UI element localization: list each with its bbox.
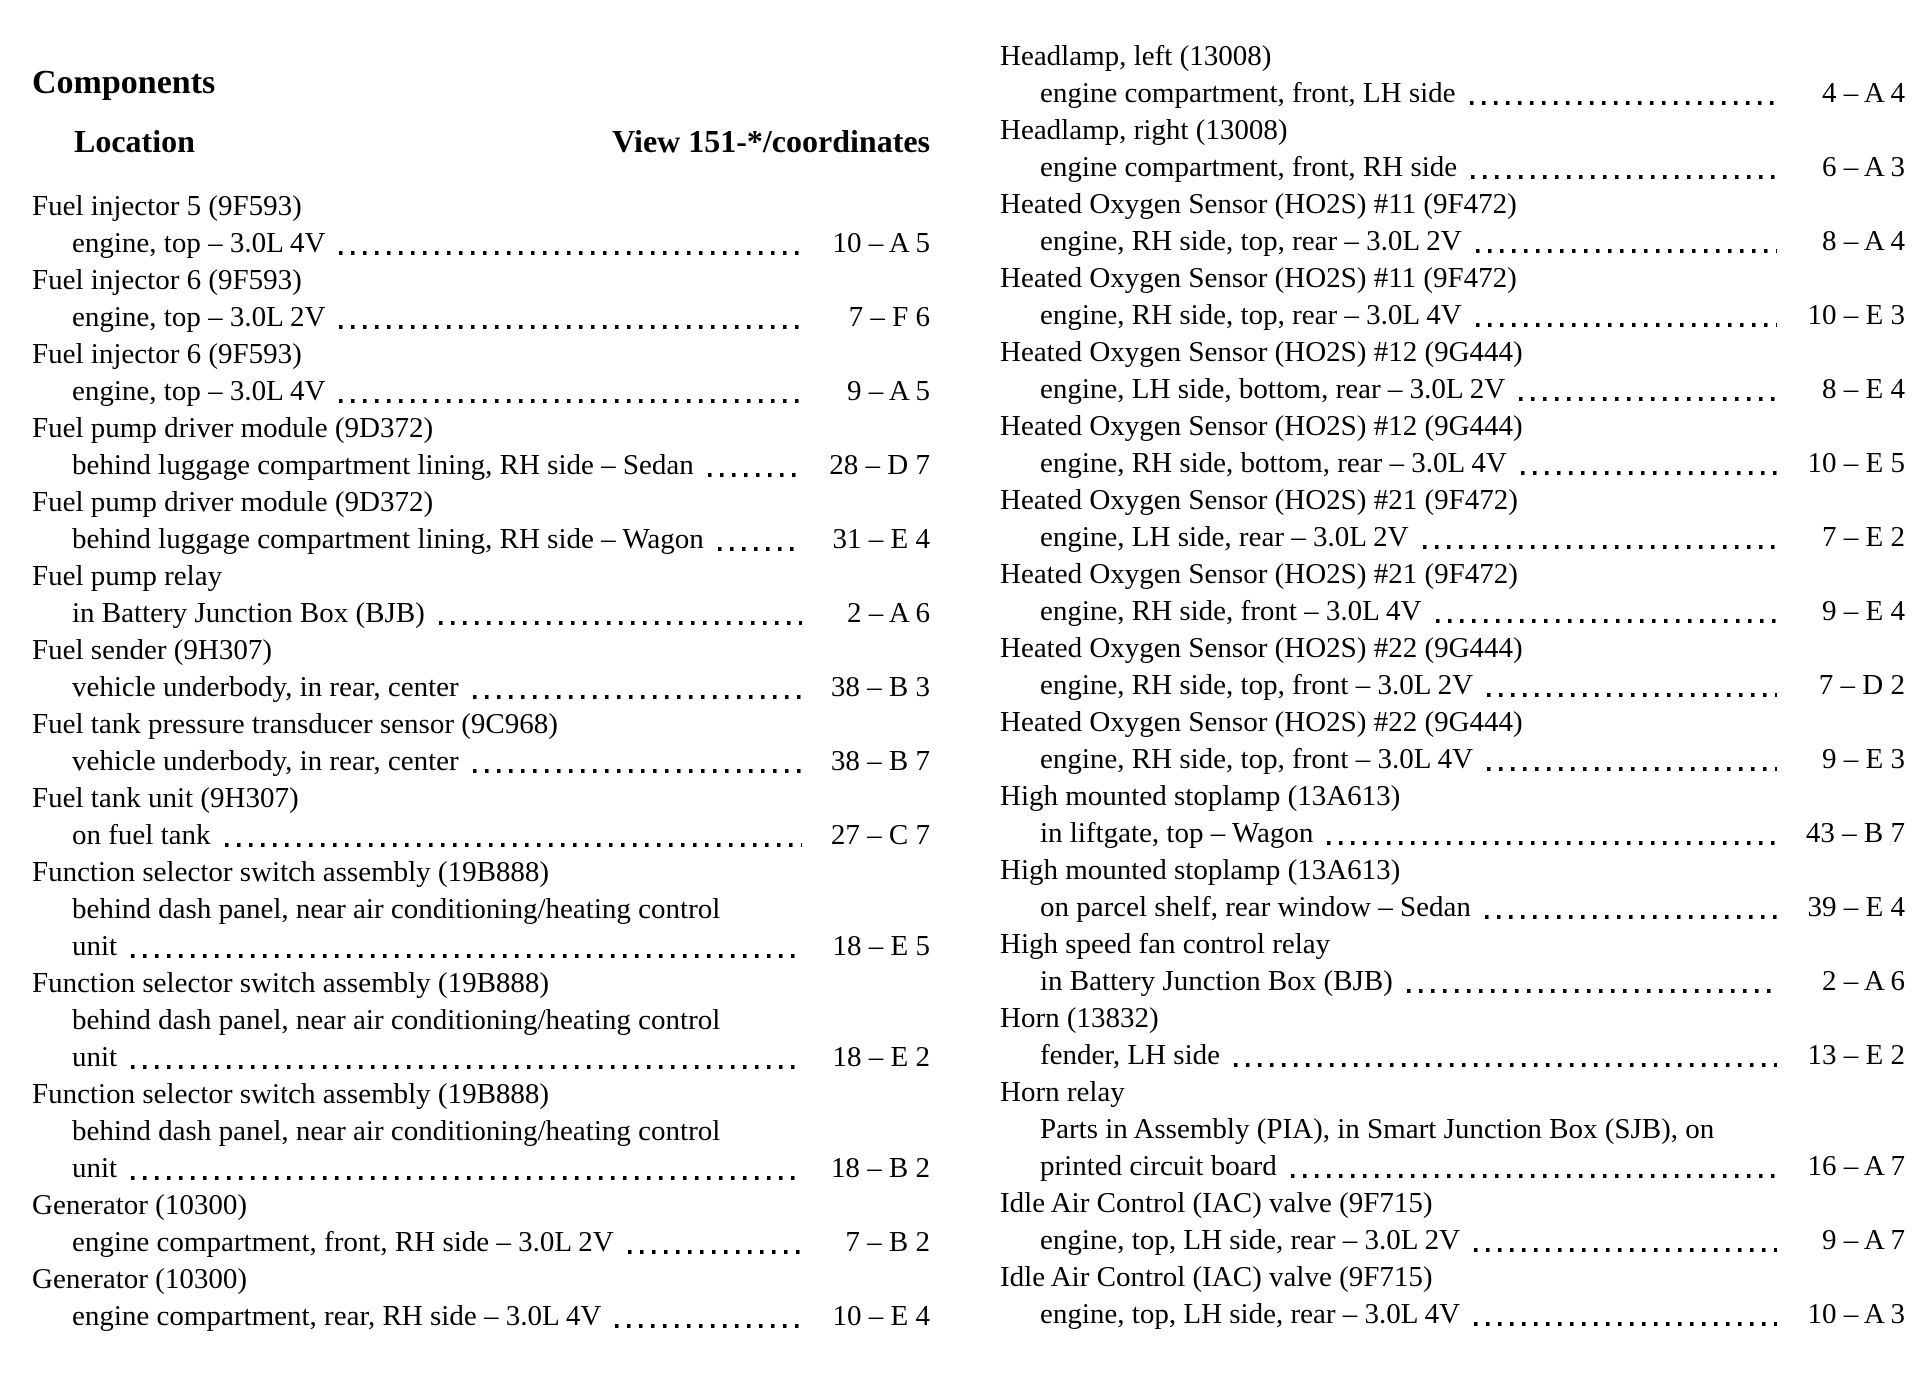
location-text: behind luggage compartment lining, RH side – Wagon	[72, 523, 704, 555]
component-entry	[1000, 1185, 1905, 1259]
component-name: Function selector switch assembly (19B888)	[32, 856, 550, 888]
location-text: behind luggage compartment lining, RH side – Sedan	[72, 449, 694, 481]
location-text: behind dash panel, near air conditioning/heating control	[72, 893, 721, 925]
location-line	[1000, 815, 1905, 852]
location-line	[32, 521, 930, 558]
location-line	[32, 595, 930, 632]
location-text: engine, RH side, bottom, rear – 3.0L 4V	[1040, 447, 1507, 479]
dot-leader	[339, 325, 802, 329]
location-line	[32, 1150, 930, 1187]
dot-leader	[1521, 471, 1777, 475]
location-lines	[1000, 445, 1905, 482]
component-name: Function selector switch assembly (19B888)	[32, 1078, 550, 1110]
dot-leader	[131, 1176, 802, 1180]
dot-leader	[1519, 397, 1777, 401]
dot-leader	[1487, 767, 1777, 771]
location-lines	[32, 669, 930, 706]
location-lines	[32, 1002, 930, 1076]
location-text: engine, LH side, bottom, rear – 3.0L 2V	[1040, 373, 1506, 405]
component-entry	[1000, 704, 1905, 778]
dot-leader	[1474, 1248, 1777, 1252]
location-lines	[32, 743, 930, 780]
location-line	[1000, 741, 1905, 778]
component-entry	[1000, 112, 1905, 186]
coordinate-value: 18 – E 5	[832, 930, 930, 962]
coordinate-value: 2 – A 6	[847, 597, 930, 629]
component-name: Heated Oxygen Sensor (HO2S) #22 (9G444)	[1000, 632, 1523, 664]
component-name: Horn (13832)	[1000, 1002, 1159, 1034]
component-entry	[32, 706, 930, 780]
location-text: in Battery Junction Box (BJB)	[1040, 965, 1393, 997]
coordinate-value: 7 – F 6	[848, 301, 930, 333]
component-entry	[32, 188, 930, 262]
component-entry	[32, 1076, 930, 1187]
component-name: Heated Oxygen Sensor (HO2S) #21 (9F472)	[1000, 558, 1518, 590]
location-line	[32, 1002, 930, 1039]
dot-leader	[131, 954, 802, 958]
location-line	[32, 1039, 930, 1076]
dot-leader	[1474, 1322, 1777, 1326]
location-lines	[1000, 889, 1905, 926]
component-entry	[1000, 260, 1905, 334]
location-lines	[1000, 963, 1905, 1000]
location-line	[1000, 889, 1905, 926]
location-lines	[32, 1224, 930, 1261]
coordinate-value: 13 – E 2	[1807, 1039, 1905, 1071]
location-text: fender, LH side	[1040, 1039, 1221, 1071]
component-name: Fuel injector 5 (9F593)	[32, 190, 302, 222]
coordinate-value: 10 – E 5	[1807, 447, 1905, 479]
location-line	[1000, 667, 1905, 704]
dot-leader	[339, 251, 802, 255]
coordinate-value: 18 – B 2	[830, 1152, 930, 1184]
location-line	[1000, 1148, 1905, 1185]
component-entry	[1000, 556, 1905, 630]
location-line	[32, 817, 930, 854]
left-entries-list	[32, 188, 930, 1335]
component-name: Heated Oxygen Sensor (HO2S) #21 (9F472)	[1000, 484, 1518, 516]
location-text: engine, RH side, front – 3.0L 4V	[1040, 595, 1422, 627]
dot-leader	[131, 1065, 802, 1069]
location-text: engine, RH side, top, front – 3.0L 4V	[1040, 743, 1474, 775]
component-entry	[32, 965, 930, 1076]
component-entry	[1000, 852, 1905, 926]
coordinate-value: 38 – B 7	[830, 745, 930, 777]
location-line	[1000, 1296, 1905, 1333]
dot-leader	[1476, 249, 1777, 253]
location-text: behind dash panel, near air conditioning/heating control	[72, 1004, 721, 1036]
coordinate-value: 10 – E 3	[1807, 299, 1905, 331]
component-name: Fuel injector 6 (9F593)	[32, 338, 302, 370]
location-line	[1000, 1222, 1905, 1259]
coordinate-value: 18 – E 2	[832, 1041, 930, 1073]
location-text: engine, LH side, rear – 3.0L 2V	[1040, 521, 1409, 553]
dot-leader	[1423, 545, 1777, 549]
location-lines	[32, 447, 930, 484]
dot-leader	[1327, 841, 1777, 845]
component-name: Fuel injector 6 (9F593)	[32, 264, 302, 296]
location-text: on parcel shelf, rear window – Sedan	[1040, 891, 1471, 923]
location-line	[32, 891, 930, 928]
location-text: engine, RH side, top, rear – 3.0L 2V	[1040, 225, 1462, 257]
location-line	[32, 299, 930, 336]
component-name: Horn relay	[1000, 1076, 1125, 1108]
component-name: Generator (10300)	[32, 1189, 247, 1221]
location-line	[32, 447, 930, 484]
component-name: High mounted stoplamp (13A613)	[1000, 854, 1401, 886]
component-name: High speed fan control relay	[1000, 928, 1331, 960]
view-coordinates-header: View 151-*/coordinates	[612, 123, 930, 159]
right-column	[1000, 38, 1905, 1333]
component-name: Heated Oxygen Sensor (HO2S) #12 (9G444)	[1000, 410, 1523, 442]
component-name: Fuel pump driver module (9D372)	[32, 412, 434, 444]
component-name: Headlamp, right (13008)	[1000, 114, 1288, 146]
coordinate-value: 6 – A 3	[1822, 151, 1905, 183]
location-lines	[32, 817, 930, 854]
location-text: unit	[72, 930, 118, 962]
component-entry	[1000, 334, 1905, 408]
location-text: unit	[72, 1152, 118, 1184]
component-name: Headlamp, left (13008)	[1000, 40, 1272, 72]
left-column	[32, 62, 930, 1335]
location-lines	[32, 1298, 930, 1335]
dot-leader	[615, 1324, 802, 1328]
coordinate-value: 31 – E 4	[832, 523, 930, 555]
coordinate-value: 10 – A 3	[1807, 1298, 1905, 1330]
coordinate-value: 43 – B 7	[1805, 817, 1905, 849]
component-entry	[32, 336, 930, 410]
location-lines	[32, 225, 930, 262]
location-line	[32, 928, 930, 965]
location-line	[32, 743, 930, 780]
location-lines	[32, 521, 930, 558]
coordinate-value: 39 – E 4	[1807, 891, 1905, 923]
location-lines	[1000, 1111, 1905, 1185]
location-lines	[1000, 741, 1905, 778]
location-lines	[1000, 75, 1905, 112]
component-entry	[1000, 38, 1905, 112]
location-line	[32, 1113, 930, 1150]
coordinate-value: 28 – D 7	[829, 449, 930, 481]
location-line	[32, 373, 930, 410]
coordinate-value: 38 – B 3	[830, 671, 930, 703]
page-title: Components	[32, 64, 216, 101]
dot-leader	[473, 695, 802, 699]
coordinate-value: 8 – E 4	[1822, 373, 1905, 405]
location-lines	[32, 1113, 930, 1187]
location-text: in Battery Junction Box (BJB)	[72, 597, 425, 629]
component-entry	[32, 1187, 930, 1261]
component-name: Idle Air Control (IAC) valve (9F715)	[1000, 1187, 1433, 1219]
component-name: Heated Oxygen Sensor (HO2S) #11 (9F472)	[1000, 262, 1517, 294]
column-headers	[32, 120, 930, 162]
dot-leader	[708, 473, 802, 477]
location-lines	[1000, 1222, 1905, 1259]
component-entry	[32, 558, 930, 632]
component-entry	[1000, 926, 1905, 1000]
location-line	[1000, 519, 1905, 556]
component-entry	[32, 780, 930, 854]
component-entry	[1000, 186, 1905, 260]
dot-leader	[718, 547, 802, 551]
dot-leader	[339, 399, 802, 403]
dot-leader	[1291, 1174, 1777, 1178]
coordinate-value: 9 – A 5	[847, 375, 930, 407]
coordinate-value: 9 – A 7	[1822, 1224, 1905, 1256]
component-name: High mounted stoplamp (13A613)	[1000, 780, 1401, 812]
component-entry	[1000, 630, 1905, 704]
location-lines	[1000, 593, 1905, 630]
component-name: Fuel pump driver module (9D372)	[32, 486, 434, 518]
coordinate-value: 9 – E 3	[1822, 743, 1905, 775]
coordinate-value: 7 – E 2	[1822, 521, 1905, 553]
location-lines	[1000, 1296, 1905, 1333]
component-name: Function selector switch assembly (19B888)	[32, 967, 550, 999]
location-lines	[1000, 1037, 1905, 1074]
location-text: engine, top – 3.0L 2V	[72, 301, 326, 333]
location-text: engine, top, LH side, rear – 3.0L 2V	[1040, 1224, 1461, 1256]
location-text: unit	[72, 1041, 118, 1073]
location-line	[32, 1298, 930, 1335]
component-entry	[1000, 1259, 1905, 1333]
component-name: Fuel sender (9H307)	[32, 634, 273, 666]
right-entries-list	[1000, 38, 1905, 1333]
location-lines	[1000, 371, 1905, 408]
location-text: engine, top, LH side, rear – 3.0L 4V	[1040, 1298, 1461, 1330]
coordinate-value: 2 – A 6	[1822, 965, 1905, 997]
component-entry	[1000, 408, 1905, 482]
coordinate-value: 7 – B 2	[845, 1226, 930, 1258]
coordinate-value: 8 – A 4	[1822, 225, 1905, 257]
location-lines	[1000, 667, 1905, 704]
location-line	[1000, 371, 1905, 408]
location-text: vehicle underbody, in rear, center	[72, 745, 459, 777]
dot-leader	[473, 769, 802, 773]
location-line	[1000, 223, 1905, 260]
coordinate-value: 10 – A 5	[832, 227, 930, 259]
component-entry	[1000, 482, 1905, 556]
coordinate-value: 4 – A 4	[1822, 77, 1905, 109]
location-text: engine compartment, front, RH side – 3.0L 2V	[72, 1226, 614, 1258]
component-name: Fuel tank pressure transducer sensor (9C968)	[32, 708, 558, 740]
location-line	[1000, 593, 1905, 630]
location-line	[32, 669, 930, 706]
location-text: on fuel tank	[72, 819, 211, 851]
component-name: Heated Oxygen Sensor (HO2S) #11 (9F472)	[1000, 188, 1517, 220]
component-name: Heated Oxygen Sensor (HO2S) #12 (9G444)	[1000, 336, 1523, 368]
dot-leader	[1476, 323, 1777, 327]
location-line	[1000, 1037, 1905, 1074]
location-text: engine compartment, front, RH side	[1040, 151, 1458, 183]
location-text: engine compartment, rear, RH side – 3.0L 4V	[72, 1300, 602, 1332]
dot-leader	[1407, 989, 1777, 993]
location-line	[1000, 75, 1905, 112]
location-lines	[1000, 297, 1905, 334]
component-name: Fuel pump relay	[32, 560, 223, 592]
location-lines	[1000, 149, 1905, 186]
component-name: Heated Oxygen Sensor (HO2S) #22 (9G444)	[1000, 706, 1523, 738]
location-text: behind dash panel, near air conditioning/heating control	[72, 1115, 721, 1147]
location-line	[1000, 963, 1905, 1000]
location-text: engine, RH side, top, front – 3.0L 2V	[1040, 669, 1474, 701]
component-entry	[1000, 1074, 1905, 1185]
dot-leader	[628, 1250, 802, 1254]
location-lines	[32, 595, 930, 632]
location-text: in liftgate, top – Wagon	[1040, 817, 1314, 849]
location-text: engine compartment, front, LH side	[1040, 77, 1456, 109]
component-entry	[1000, 1000, 1905, 1074]
component-entry	[32, 484, 930, 558]
coordinate-value: 16 – A 7	[1807, 1150, 1905, 1182]
location-line	[32, 1224, 930, 1261]
dot-leader	[1234, 1063, 1777, 1067]
component-name: Fuel tank unit (9H307)	[32, 782, 299, 814]
location-lines	[1000, 519, 1905, 556]
component-name: Generator (10300)	[32, 1263, 247, 1295]
location-text: engine, RH side, top, rear – 3.0L 4V	[1040, 299, 1462, 331]
location-lines	[32, 891, 930, 965]
location-lines	[32, 299, 930, 336]
dot-leader	[1471, 175, 1777, 179]
location-line	[1000, 1111, 1905, 1148]
component-entry	[32, 410, 930, 484]
dot-leader	[1436, 619, 1777, 623]
component-entry	[32, 854, 930, 965]
location-text: Parts in Assembly (PIA), in Smart Junction Box (SJB), on	[1040, 1113, 1715, 1145]
component-entry	[32, 632, 930, 706]
location-text: printed circuit board	[1040, 1150, 1277, 1182]
dot-leader	[1470, 101, 1777, 105]
location-lines	[1000, 223, 1905, 260]
dot-leader	[439, 621, 802, 625]
location-line	[1000, 445, 1905, 482]
component-name: Idle Air Control (IAC) valve (9F715)	[1000, 1261, 1433, 1293]
coordinate-value: 27 – C 7	[830, 819, 930, 851]
location-line	[1000, 297, 1905, 334]
component-entry	[32, 1261, 930, 1335]
dot-leader	[1487, 693, 1777, 697]
coordinate-value: 10 – E 4	[832, 1300, 930, 1332]
location-lines	[32, 373, 930, 410]
dot-leader	[1485, 915, 1777, 919]
location-text: vehicle underbody, in rear, center	[72, 671, 459, 703]
component-entry	[32, 262, 930, 336]
location-lines	[1000, 815, 1905, 852]
coordinate-value: 7 – D 2	[1818, 669, 1905, 701]
location-line	[1000, 149, 1905, 186]
component-entry	[1000, 778, 1905, 852]
location-line	[32, 225, 930, 262]
location-text: engine, top – 3.0L 4V	[72, 375, 326, 407]
coordinate-value: 9 – E 4	[1822, 595, 1905, 627]
location-header: Location	[74, 123, 195, 159]
location-text: engine, top – 3.0L 4V	[72, 227, 326, 259]
dot-leader	[225, 843, 802, 847]
